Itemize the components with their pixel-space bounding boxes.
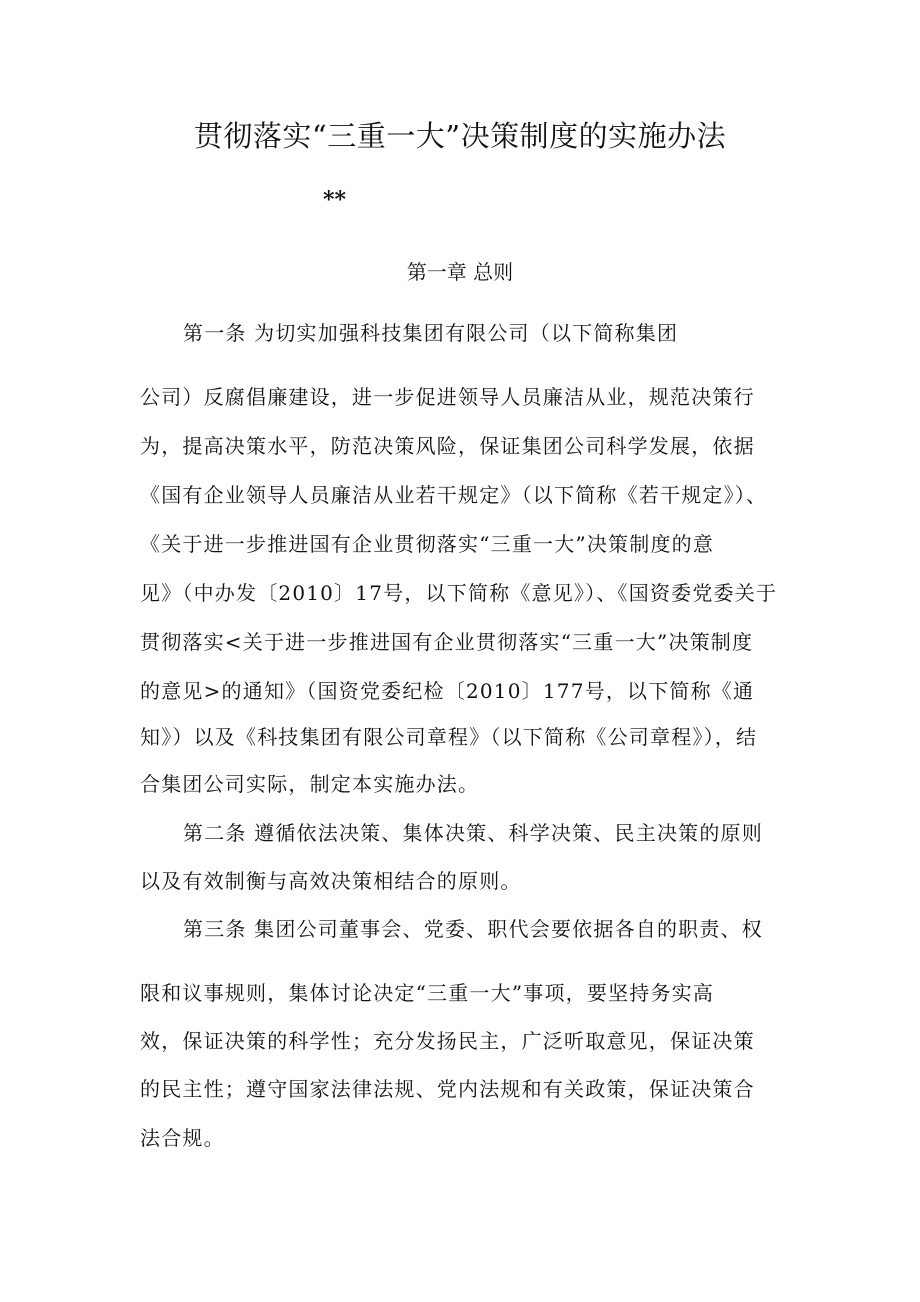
paragraph-line: 公司）反腐倡廉建设，进一步促进领导人员廉洁从业，规范决策行 xyxy=(140,385,755,409)
paragraph-line: 贯彻落实<关于进一步推进国有企业贯彻落实“三重一大”决策制度 xyxy=(140,630,754,654)
paragraph-line: 第二条 遵循依法决策、集体决策、科学决策、民主决策的原则 xyxy=(183,821,763,845)
document-author: ** xyxy=(323,187,347,213)
paragraph-line: 《关于进一步推进国有企业贯彻落实“三重一大”决策制度的意 xyxy=(140,532,715,556)
paragraph-line: 限和议事规则，集体讨论决定“三重一大”事项，要坚持务实高 xyxy=(140,981,715,1005)
paragraph-line: 第一条 为切实加强科技集团有限公司（以下简称集团 xyxy=(183,321,679,345)
paragraph-line: 合集团公司实际，制定本实施办法。 xyxy=(140,772,480,796)
paragraph-line: 法合规。 xyxy=(140,1126,225,1150)
paragraph-line: 第三条 集团公司董事会、党委、职代会要依据各自的职责、权 xyxy=(183,917,763,941)
paragraph-line: 的民主性；遵守国家法律法规、党内法规和有关政策，保证决策合 xyxy=(140,1077,755,1101)
paragraph-line: 知》）以及《科技集团有限公司章程》（以下简称《公司章程》），结 xyxy=(140,725,758,749)
paragraph-line: 为，提高决策水平，防范决策风险，保证集团公司科学发展，依据 xyxy=(140,434,755,458)
chapter-heading: 第一章 总则 xyxy=(406,260,514,284)
paragraph-line: 以及有效制衡与高效决策相结合的原则。 xyxy=(140,869,522,893)
paragraph-line: 见》（中办发〔2010〕17号，以下简称《意见》）、《国资委党委关于 xyxy=(140,581,778,605)
document-title: 贯彻落实“三重一大”决策制度的实施办法 xyxy=(193,119,727,153)
paragraph-line: 《国有企业领导人员廉洁从业若干规定》（以下简称《若干规定》）、 xyxy=(140,483,768,507)
paragraph-line: 效，保证决策的科学性；充分发扬民主，广泛听取意见，保证决策 xyxy=(140,1029,755,1053)
paragraph-line: 的意见>的通知》（国资党委纪检〔2010〕177号，以下简称《通 xyxy=(140,679,755,703)
